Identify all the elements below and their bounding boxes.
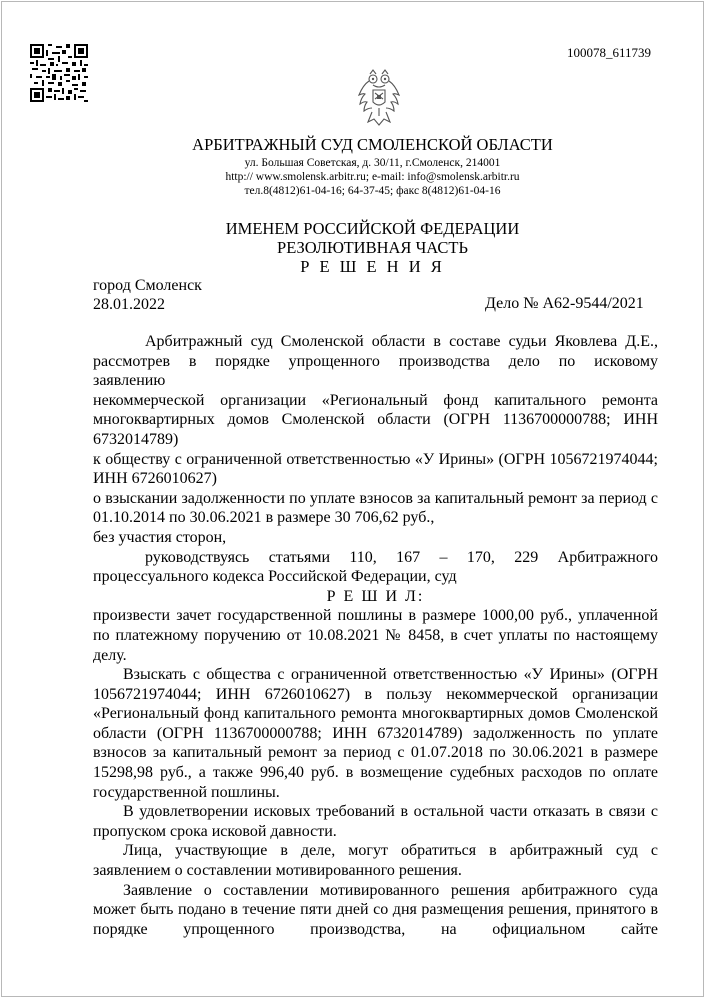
document-heading bbox=[2, 219, 703, 276]
case-number: Дело № А62-9544/2021 bbox=[485, 295, 644, 312]
claim-paragraph: о взыскании задолженности по уплате взносов за капитальный ремонт за период с 01.10.2014 по 30.06.2021 в размере 30 706,62 руб., bbox=[93, 489, 658, 527]
decision-body bbox=[93, 332, 658, 939]
persons-paragraph: Лица, участвующие в деле, могут обратиться в арбитражный суд с заявлением о составлении мотивированного решения. bbox=[93, 842, 658, 880]
guided-paragraph: руководствуясь статьями 110, 167 – 170, 229 Арбитражного процессуального кодекса Российской Федерации, суд bbox=[93, 548, 658, 586]
intro-paragraph-line-2: рассмотрев в порядке упрощенного производства дело по исковому bbox=[93, 352, 658, 370]
deny-paragraph: В удовлетворении исковых требований в остальной части отказать в связи с пропуском срока исковой давности. bbox=[93, 803, 658, 840]
decision-date: 28.01.2022 bbox=[93, 296, 165, 313]
decided-heading: Р Е Ш И Л: bbox=[326, 587, 425, 605]
defendant-paragraph: к обществу с ограниченной ответственностью «У Ирины» (ОГРН 1056721974044; ИНН 6726010627) bbox=[93, 450, 658, 488]
heading-line-2: РЕЗОЛЮТИВНАЯ ЧАСТЬ bbox=[277, 238, 468, 257]
document-id: 100078_611739 bbox=[567, 45, 652, 60]
city: город Смоленск bbox=[93, 277, 202, 294]
document-page bbox=[1, 1, 704, 997]
intro-paragraph-line-3: заявлению bbox=[93, 372, 166, 390]
parties-paragraph: без участия сторон, bbox=[93, 528, 227, 546]
offset-paragraph: произвести зачет государственной пошлины в размере 1000,00 руб., уплаченной по платежному поручению от 10.08.2021 № 8458, в счет уплаты по настоящему делу. bbox=[93, 607, 658, 664]
plaintiff-paragraph: некоммерческой организации «Региональный фонд капитального ремонта многоквартирных домов Смоленской области (ОГРН 1136700000788; ИНН 6732014789) bbox=[93, 391, 658, 448]
intro-paragraph-line-1: Арбитражный суд Смоленской области в составе судьи Яковлева Д.Е., bbox=[145, 333, 658, 350]
russian-coat-of-arms-icon bbox=[356, 68, 402, 134]
heading-line-1: ИМЕНЕМ РОССИЙСКОЙ ФЕДЕРАЦИИ bbox=[225, 219, 520, 238]
court-phones: тел.8(4812)61-04-16; 64-37-45; факс 8(4812)61-04-16 bbox=[244, 185, 501, 197]
court-name: АРБИТРАЖНЫЙ СУД СМОЛЕНСКОЙ ОБЛАСТИ bbox=[192, 135, 553, 154]
court-website-email: http:// www.smolensk.arbitr.ru; e-mail: info@smolensk.arbitr.ru bbox=[225, 171, 520, 183]
court-contacts bbox=[2, 156, 703, 198]
qr-code-icon bbox=[30, 44, 88, 102]
recover-paragraph: Взыскать с общества с ограниченной ответственностью «У Ирины» (ОГРН 1056721974044; ИНН 6726010627) в пользу некоммерческой организации «Региональный фонд капитального ремонта многоквартирных домов Смоленской области (ОГРН 1136700000788; ИНН 6732014789) задолженность по уплате взносов за капитальный ремонт за период с 01.07.2018 по 30.06.2021 в размере 15298,98 руб., а также 996,40 руб. в возмещение судебных расходов по оплате государственной пошлины. bbox=[93, 666, 658, 801]
document-place-date bbox=[93, 276, 202, 314]
heading-line-3: Р Е Ш Е Н И Я bbox=[300, 257, 445, 276]
application-paragraph: Заявление о составлении мотивированного решения арбитражного суда может быть подано в течение пяти дней со дня размещения решения, принятого в порядке упрощенного производства, на официальном сайте bbox=[93, 881, 658, 938]
court-address: ул. Большая Советская, д. 30/11, г.Смоленск, 214001 bbox=[244, 157, 501, 169]
